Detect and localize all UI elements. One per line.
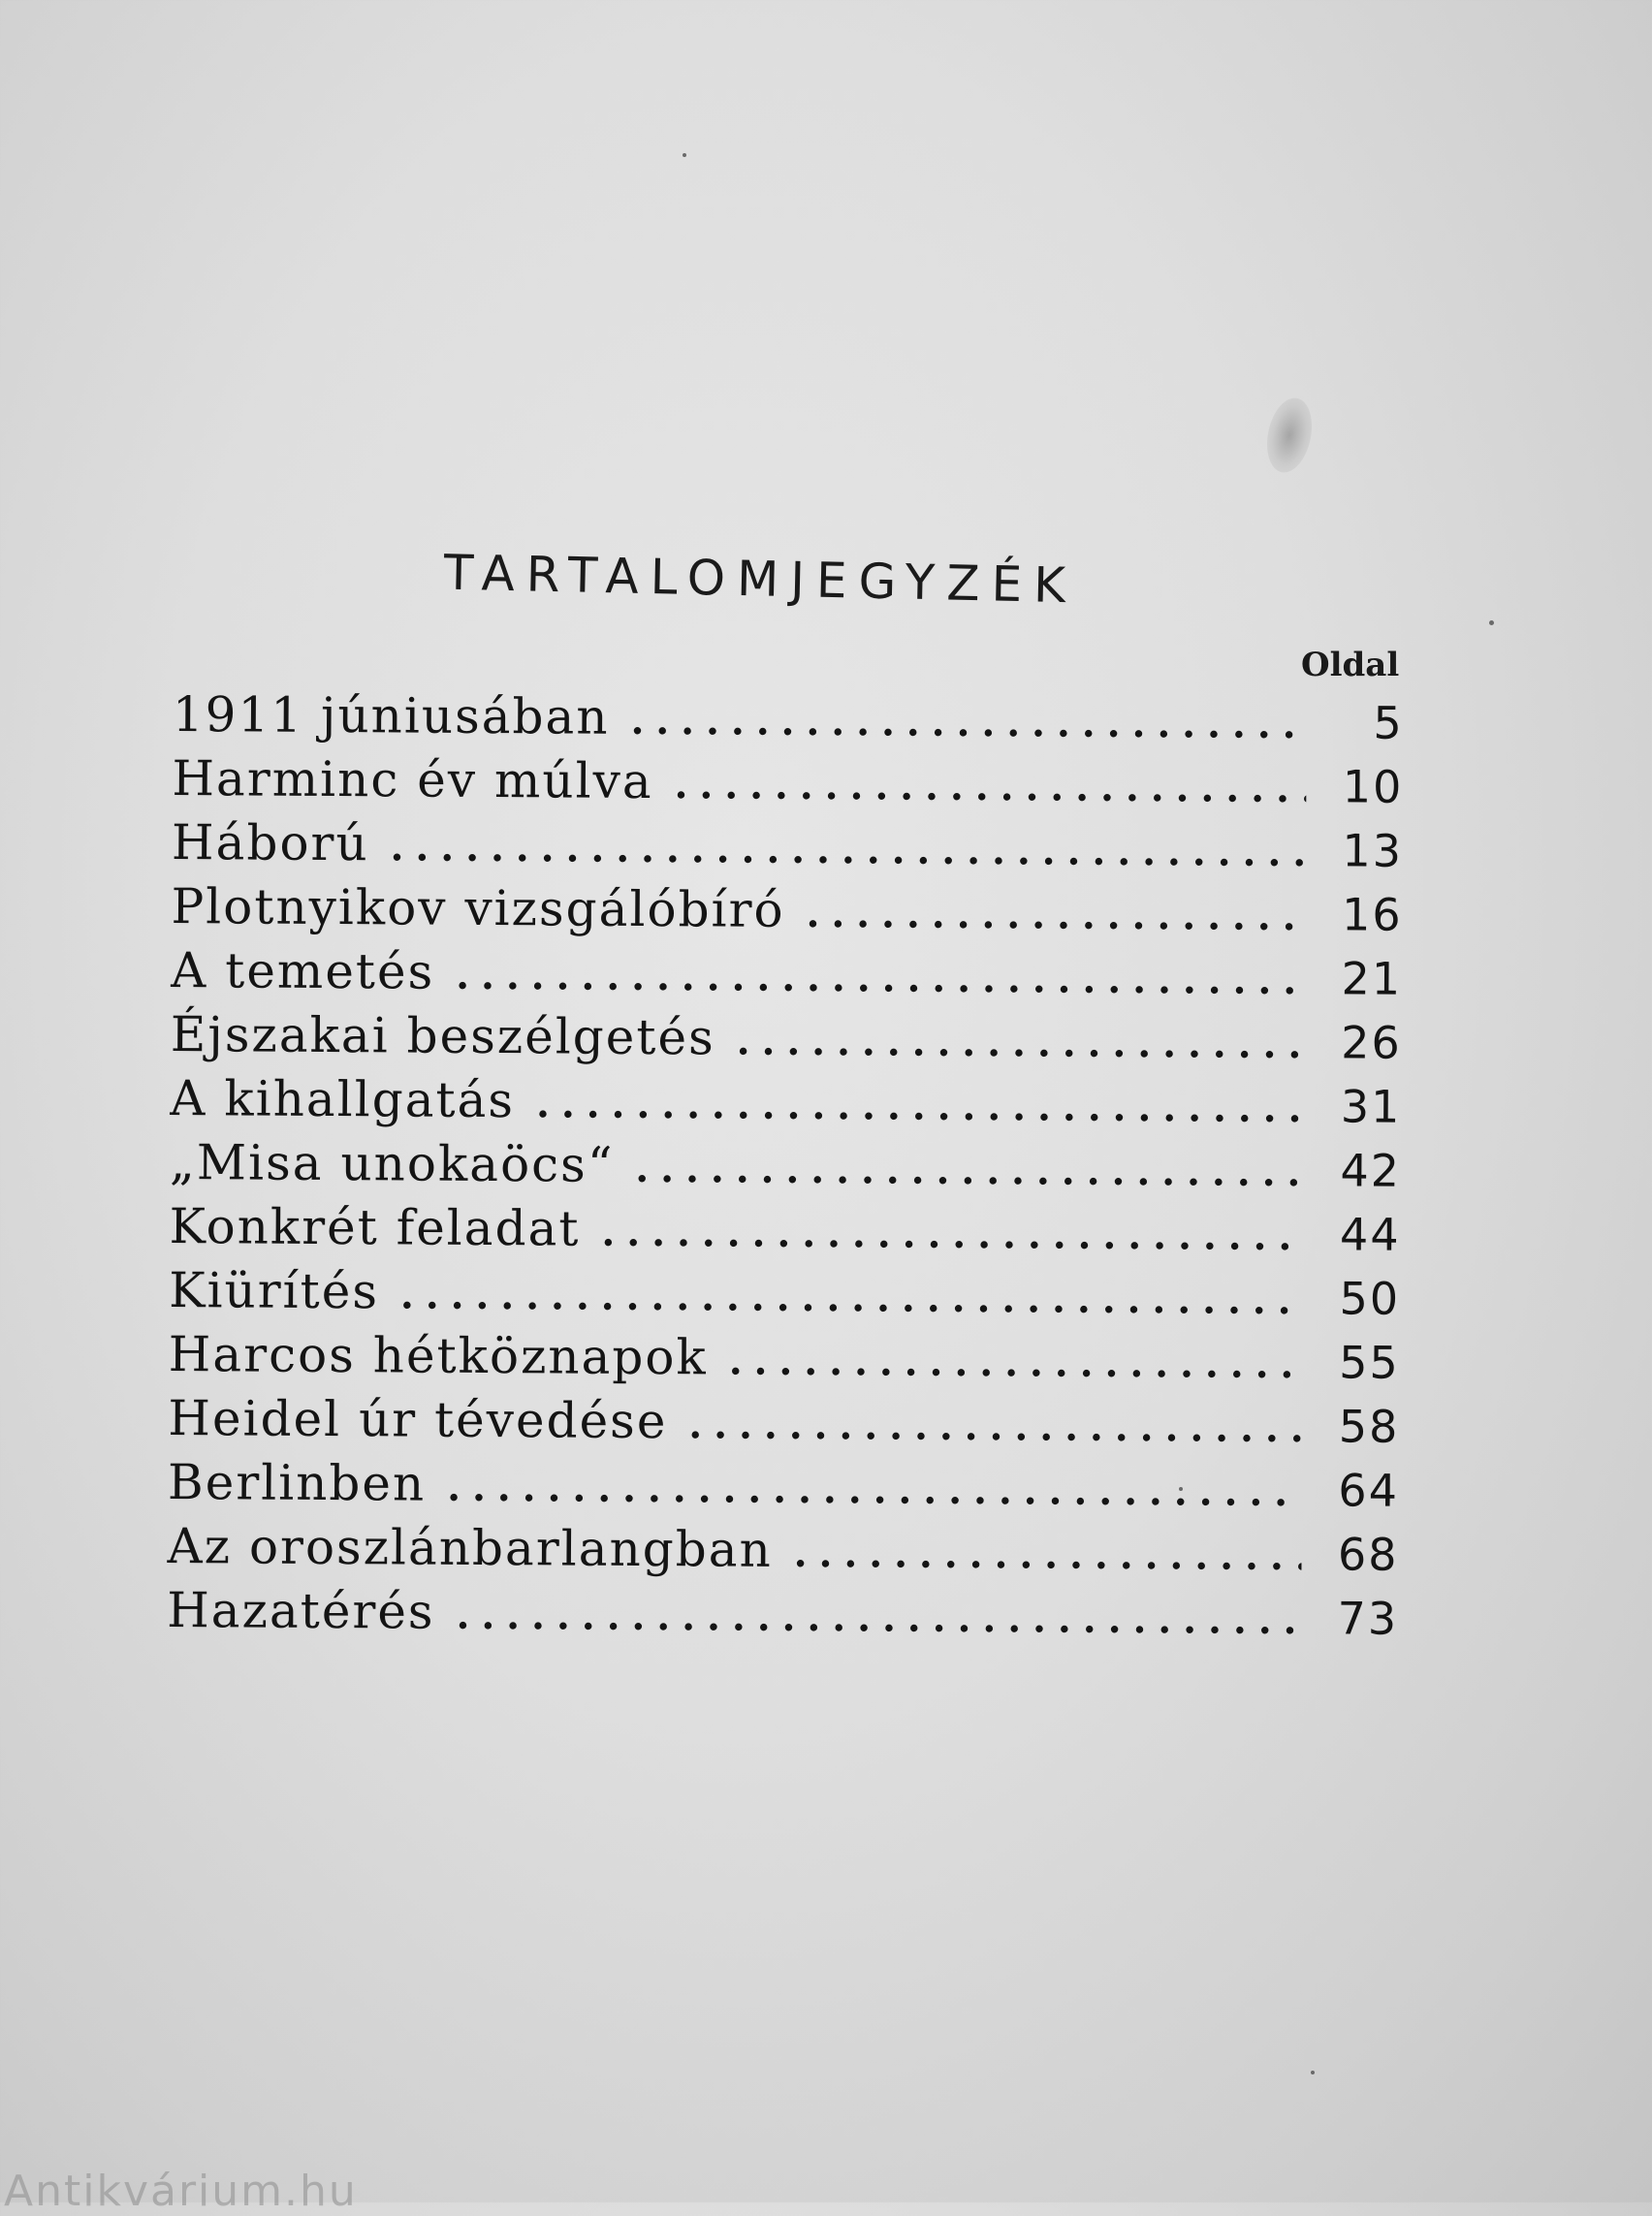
dot-leader: [630, 698, 1307, 747]
toc-entry: [170, 1070, 1401, 1142]
toc-entry-page: 73: [1337, 1592, 1399, 1645]
toc-entry-title: Háború: [171, 813, 369, 872]
toc-entry: [167, 1518, 1398, 1590]
toc-entry-page: 16: [1341, 888, 1403, 941]
toc-entry-title: Konkrét feladat: [169, 1197, 581, 1257]
page-column-label: Oldal: [1301, 646, 1400, 684]
toc-entry: [168, 1390, 1399, 1462]
toc-entry: [172, 814, 1403, 886]
toc-entry-page: 44: [1339, 1208, 1401, 1261]
toc-entry-page: 5: [1373, 696, 1404, 749]
toc-entry-title: Kiürítés: [169, 1261, 380, 1320]
toc-heading: TARTALOMJEGYZÉK: [443, 544, 1078, 615]
toc-entry: [171, 1006, 1402, 1078]
dot-leader: [806, 891, 1305, 939]
toc-entry-title: 1911 júniusában: [172, 686, 610, 745]
toc-entry-page: 58: [1338, 1400, 1400, 1453]
dot-leader: [400, 1272, 1303, 1323]
toc-entry: [171, 942, 1402, 1014]
toc-entry: [170, 1134, 1401, 1206]
dot-leader: [635, 1146, 1304, 1195]
paper-speck: [683, 153, 686, 157]
ink-stain: [1260, 394, 1318, 476]
toc-entry-page: 55: [1339, 1336, 1400, 1389]
toc-entry: [173, 686, 1404, 758]
dot-leader: [447, 1465, 1302, 1515]
dot-leader: [729, 1339, 1303, 1388]
toc-entry-title: Plotnyikov vizsgálóbíró: [171, 877, 785, 938]
toc-entry: [171, 878, 1402, 950]
dot-leader: [688, 1402, 1302, 1451]
dot-leader: [737, 1019, 1305, 1068]
dot-leader: [794, 1531, 1302, 1579]
toc-entry-page: 64: [1338, 1464, 1400, 1517]
watermark: Antikvárium.hu: [4, 2167, 358, 2216]
toc-entry-title: Éjszakai beszélgetés: [170, 1005, 715, 1066]
toc-entry-page: 42: [1340, 1144, 1402, 1197]
toc-entry: [169, 1198, 1400, 1270]
toc-entry: [172, 750, 1403, 822]
dot-leader: [456, 953, 1305, 1003]
toc-entry-title: „Misa unokaöcs“: [169, 1133, 615, 1193]
toc-entry: [169, 1262, 1400, 1334]
toc-entry-page: 50: [1339, 1272, 1401, 1325]
toc-entry-page: 13: [1342, 824, 1404, 877]
dot-leader: [390, 824, 1306, 875]
toc-entry-page: 21: [1341, 952, 1403, 1005]
toc-entry-title: Harcos hétköznapok: [168, 1325, 708, 1386]
dot-leader: [536, 1081, 1305, 1131]
toc-entry-title: Hazatérés: [167, 1581, 435, 1640]
toc-entry-title: A temetés: [171, 941, 435, 1000]
dot-leader: [456, 1593, 1301, 1643]
toc-list: [167, 686, 1404, 1654]
toc-entry: [169, 1326, 1400, 1398]
toc-entry: [168, 1454, 1399, 1526]
dot-leader: [674, 762, 1306, 811]
toc-entry-title: Harminc év múlva: [172, 749, 653, 810]
toc-entry-title: Berlinben: [167, 1453, 427, 1512]
toc-entry-page: 10: [1342, 760, 1404, 813]
toc-entry-page: 31: [1340, 1080, 1402, 1133]
toc-entry-page: 26: [1341, 1016, 1402, 1069]
toc-entry-title: Heidel úr tévedése: [168, 1389, 668, 1450]
toc-entry-title: A kihallgatás: [170, 1069, 516, 1129]
toc-entry-page: 68: [1337, 1528, 1399, 1581]
paper-speck: [1311, 2071, 1315, 2074]
toc-entry-title: Az oroszlánbarlangban: [167, 1517, 773, 1578]
toc-entry: [167, 1582, 1398, 1654]
dot-leader: [601, 1210, 1303, 1259]
